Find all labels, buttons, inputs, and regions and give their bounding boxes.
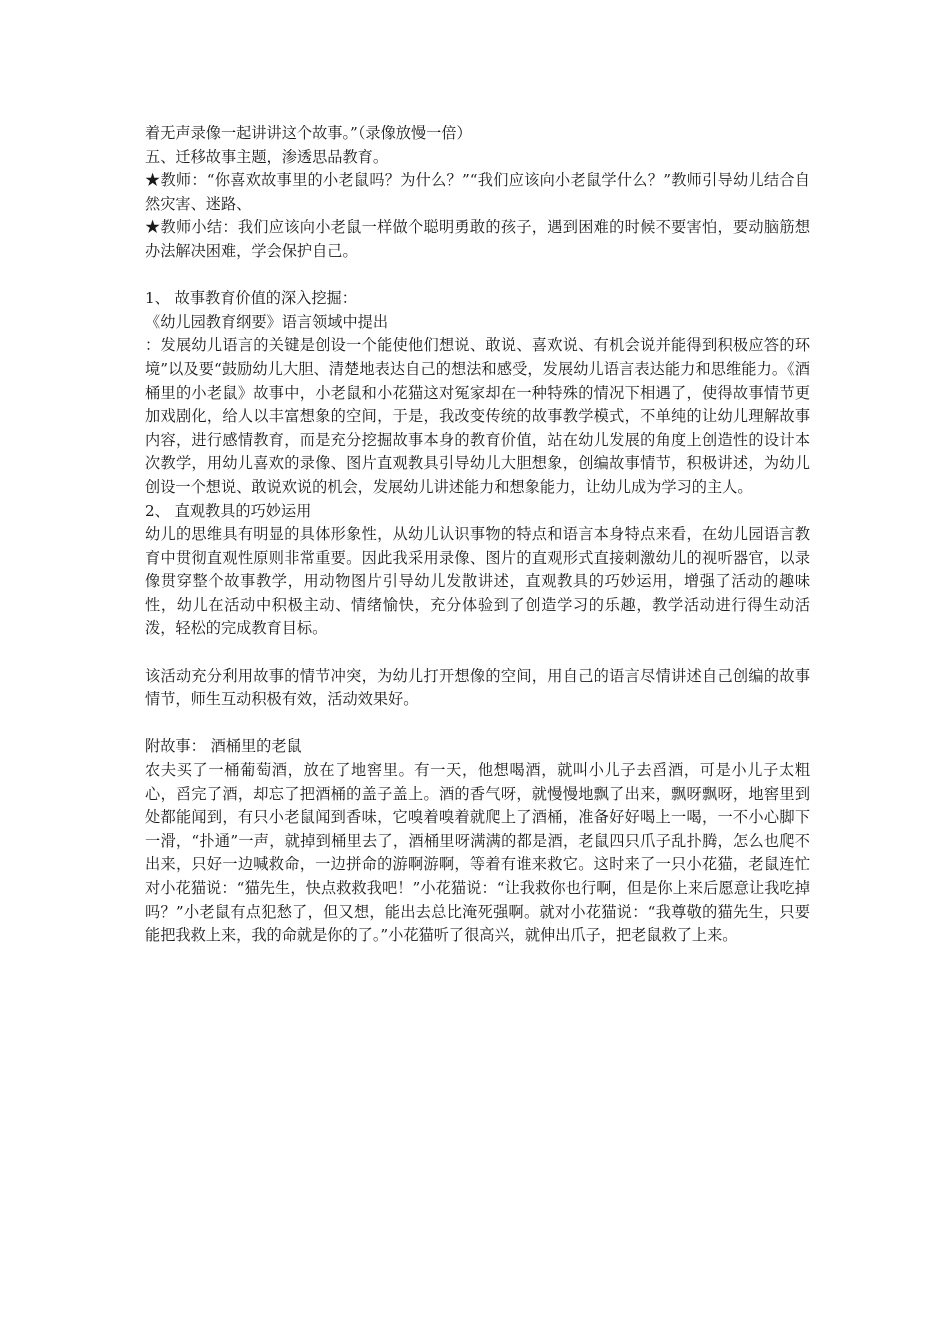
- appendix-story-title: 附故事： 酒桶里的老鼠: [145, 737, 302, 756]
- teacher-summary-paragraph: ★教师小结：我们应该向小老鼠一样做个聪明勇敢的孩子，遇到困难的时候不要害怕，要动脑筋想办法解决困难，学会保护自己。: [145, 218, 810, 260]
- section-heading-five: 五、迁移故事主题，渗透思品教育。: [145, 147, 388, 166]
- document-body: [145, 122, 810, 948]
- reflection-heading-one: 1、 故事教育价值的深入挖掘：: [145, 289, 357, 308]
- teacher-question-paragraph: ★教师：“你喜欢故事里的小老鼠吗？为什么？”“我们应该向小老鼠学什么？”教师引导幼儿结合自然灾害、迷路、: [145, 171, 810, 213]
- value-analysis-paragraph: ：发展幼儿语言的关键是创设一个能使他们想说、敢说、喜欢说、有机会说并能得到积极应答的环境”以及要“鼓励幼儿大胆、清楚地表达自己的想法和感受，发展幼儿语言表达能力和思维能力。《酒桶里的小老鼠》故事中，小老鼠和小花猫这对冤家却在一种特殊的情况下相遇了，使得故事情节更加戏剧化，给人以丰富想象的空间，于是，我改变传统的故事教学模式，不单纯的让幼儿理解故事内容，进行感情教育，而是充分挖掘故事本身的教育价值，站在幼儿发展的角度上创造性的设计本次教学，用幼儿喜欢的录像、图片直观教具引导幼儿大胆想象，创编故事情节，积极讲述，为幼儿创设一个想说、敢说欢说的机会，发展幼儿讲述能力和想象能力，让幼儿成为学习的主人。: [145, 336, 810, 496]
- blank-line: [145, 264, 810, 288]
- blank-line: [145, 712, 810, 736]
- teaching-aids-paragraph: 幼儿的思维具有明显的具体形象性，从幼儿认识事物的特点和语言本身特点来看，在幼儿园语言教育中贯彻直观性原则非常重要。因此我采用录像、图片的直观形式直接刺激幼儿的视听器官，以录像贯穿整个故事教学，用动物图片引导幼儿发散讲述，直观教具的巧妙运用，增强了活动的趣味性，幼儿在活动中积极主动、情绪愉快，充分体验到了创造学习的乐趣，教学活动进行得生动活泼，轻松的完成教育目标。: [145, 525, 810, 638]
- reflection-heading-two: 2、 直观教具的巧妙运用: [145, 501, 312, 520]
- story-text-paragraph: 农夫买了一桶葡萄酒，放在了地窖里。有一天，他想喝酒，就叫小儿子去舀酒，可是小儿子太粗心，舀完了酒，却忘了把酒桶的盖子盖上。酒的香气呀，就慢慢地飘了出来，飘呀飘呀，地窖里到处都能闻到，有只小老鼠闻到香味，它嗅着嗅着就爬上了酒桶，准备好好喝上一喝，一不小心脚下一滑，“扑通”一声，就掉到桶里去了，酒桶里呀满满的都是酒，老鼠四只爪子乱扑腾，怎么也爬不出来，只好一边喊救命，一边拼命的游啊游啊，等着有谁来救它。这时来了一只小花猫，老鼠连忙对小花猫说：“猫先生，快点救救我吧！”小花猫说：“让我救你也行啊，但是你上来后愿意让我吃掉吗？”小老鼠有点犯愁了，但又想，能出去总比淹死强啊。就对小花猫说：“我尊敬的猫先生，只要能把我救上来，我的命就是你的了。”小花猫听了很高兴，就伸出爪子，把老鼠救了上来。: [145, 761, 810, 945]
- paragraph-continuation: 着无声录像一起讲讲这个故事。”（录像放慢一倍）: [145, 124, 472, 142]
- blank-line: [145, 641, 810, 665]
- activity-evaluation-paragraph: 该活动充分利用故事的情节冲突，为幼儿打开想像的空间，用自己的语言尽情讲述自己创编的故事情节，师生互动积极有效，活动效果好。: [145, 666, 810, 709]
- guideline-citation: 《幼儿园教育纲要》语言领域中提出: [145, 312, 388, 331]
